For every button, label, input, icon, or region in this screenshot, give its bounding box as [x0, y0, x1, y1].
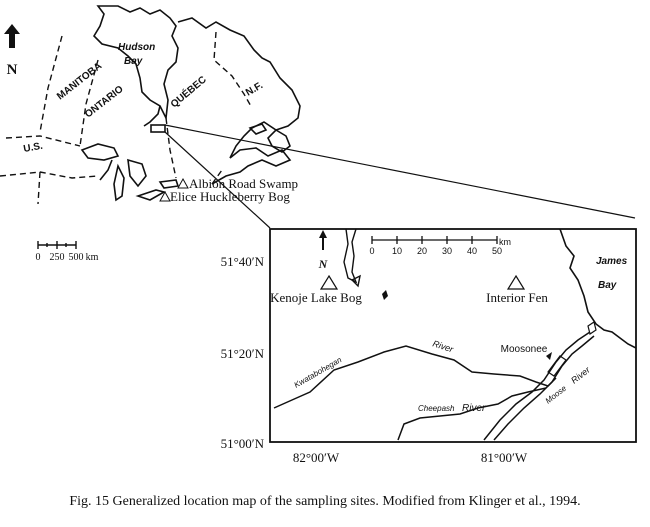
site-albion-label: Albion Road Swamp	[189, 176, 299, 191]
label-manitoba: MANITOBA	[55, 60, 105, 103]
overview-scale-unit: km	[85, 252, 99, 263]
inset-scale-bar	[372, 236, 497, 244]
lat-51-00: 51°00′N	[220, 436, 264, 451]
site-interior-label: Interior Fen	[486, 290, 548, 305]
place-moosonee-label: Moosonee	[500, 344, 548, 355]
overview-scale-tick-500: 500	[68, 252, 84, 263]
place-james-label: James	[596, 256, 628, 267]
label-nf: N.F.	[244, 80, 265, 99]
overview-scale-tick-250: 250	[49, 252, 65, 263]
lat-51-40: 51°40′N	[220, 254, 264, 269]
small-lake	[382, 290, 388, 300]
river-moose-river-label: River	[569, 364, 592, 386]
figure-caption: Fig. 15 Generalized location map of the sampling sites. Modified from Klinger et al., 1994.	[69, 494, 581, 509]
river-kwatabohegan-river-label: River	[431, 338, 455, 355]
overview-sites	[160, 176, 298, 204]
lake-michigan	[114, 166, 124, 200]
lake-superior	[82, 144, 118, 160]
site-kenoje-marker	[321, 276, 337, 289]
overview-north-label: N	[6, 62, 18, 78]
river-kwatabohegan-label: Kwatabohegan	[292, 355, 344, 390]
inset-north-arrow-icon	[319, 230, 327, 250]
lon-82-00: 82°00′W	[292, 450, 340, 465]
overview-north-arrow	[4, 24, 20, 78]
lake-huron	[128, 160, 146, 186]
inset-scale-tick-10: 10	[391, 246, 403, 256]
inset-scale-tick-20: 20	[416, 246, 428, 256]
boundary-quebec-labrador	[214, 32, 252, 108]
river-cheepash-river-label: River	[462, 403, 486, 414]
inset-map	[270, 229, 636, 442]
overview-scale-tick-0: 0	[35, 252, 41, 263]
inset-scale-tick-40: 40	[466, 246, 478, 256]
moose-river-island-2	[588, 322, 596, 334]
projection-line-top	[165, 125, 635, 218]
moose-river-island	[548, 356, 566, 376]
label-hudson: Hudson	[118, 42, 156, 53]
overview-scale-labels	[36, 252, 99, 263]
site-elice-label: Elice Huckleberry Bog	[170, 189, 290, 204]
label-us: U.S.	[22, 140, 44, 155]
lake-erie	[138, 190, 164, 200]
river-cheepash-label: Cheepash	[418, 404, 455, 413]
overview-map	[0, 6, 635, 228]
boundary-us-south	[0, 172, 98, 178]
lake-kenoje	[344, 229, 356, 282]
inset-scale-tick-0: 0	[369, 246, 375, 256]
graticule-labels	[221, 254, 528, 465]
river-moose-label: Moose	[543, 383, 569, 406]
boundary-manitoba-west	[40, 36, 62, 132]
site-albion-marker	[178, 179, 188, 188]
boundary-us-west	[38, 172, 40, 204]
lat-51-20: 51°20′N	[220, 346, 264, 361]
label-ontario: ONTARIO	[83, 83, 126, 121]
label-quebec: QUÉBEC	[168, 74, 209, 111]
place-bay-label: Bay	[598, 280, 617, 291]
north-arrow-icon	[4, 24, 20, 48]
inset-scale-tick-30: 30	[441, 246, 453, 256]
study-area-box	[151, 125, 165, 132]
cheepash-river	[398, 388, 546, 440]
site-kenoje-label: Kenoje Lake Bog	[270, 290, 362, 305]
label-hudson-bay: Bay	[124, 56, 143, 67]
lake-ontario	[160, 180, 178, 188]
boundary-us-canada	[6, 136, 80, 146]
river-labels	[293, 338, 593, 414]
overview-scale-bar	[38, 241, 76, 249]
site-interior-marker	[508, 276, 524, 289]
lon-81-00: 81°00′W	[480, 450, 528, 465]
inset-scale-tick-50: 50	[491, 246, 503, 256]
anticosti-island	[250, 124, 266, 134]
inset-north-label: N	[318, 257, 328, 271]
inset-scale-unit: km	[499, 237, 511, 247]
great-lakes-shore	[100, 160, 112, 180]
james-bay-coast	[144, 106, 160, 126]
